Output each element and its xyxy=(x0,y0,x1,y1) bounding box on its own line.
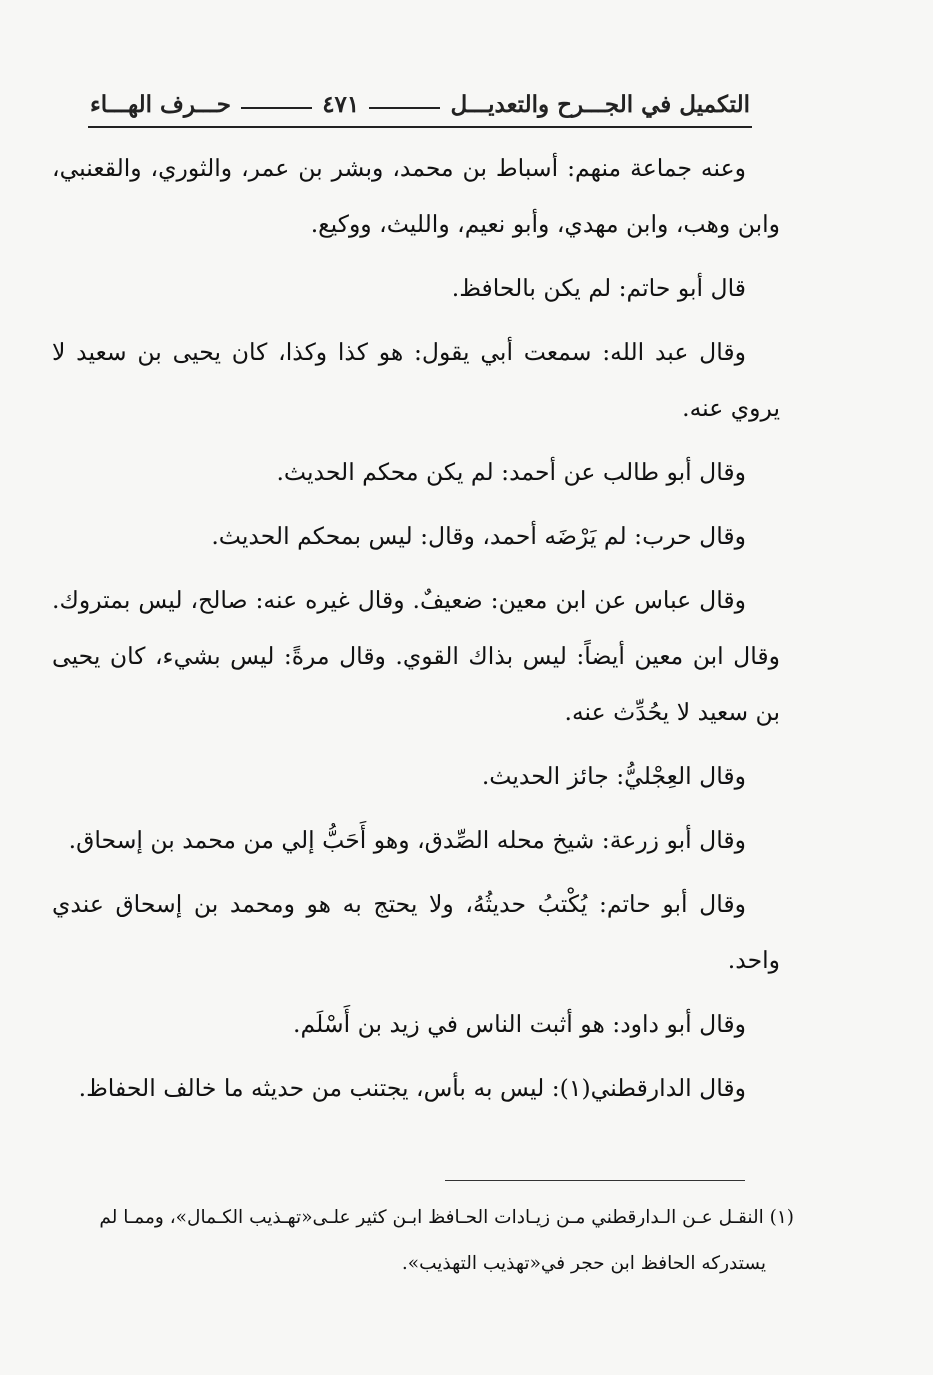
header-rule xyxy=(88,126,752,128)
paragraph: وقال أبو طالب عن أحمد: لم يكن محكم الحديث. xyxy=(276,458,746,486)
paragraph: قال أبو حاتم: لم يكن بالحافظ. xyxy=(451,274,746,302)
page-number: ٤٧١ xyxy=(322,90,360,118)
header-dash-left xyxy=(241,107,312,109)
footnote xyxy=(52,1195,794,1287)
footnote-line: يستدركه الحافظ ابن حجر في«تهذيب التهذيب». xyxy=(401,1253,766,1274)
page-header xyxy=(90,82,750,126)
paragraph: وقال أبو داود: هو أثبت الناس في زيد بن أَسْلَم. xyxy=(293,1010,746,1038)
paragraph: وقال الدارقطني(١): ليس به بأس، يجتنب من حديثه ما خالف الحفاظ. xyxy=(78,1074,746,1102)
chapter-title: حـــرف الهـــاء xyxy=(89,90,231,118)
paragraph: وقال أبو حاتم: يُكْتبُ حديثُهُ، ولا يحتج به هو ومحمد بن إسحاق عندي واحد. xyxy=(52,890,780,974)
book-title: التكميل في الجـــرح والتعديـــل xyxy=(450,90,750,118)
paragraph: وقال حرب: لم يَرْضَه أحمد، وقال: ليس بمحكم الحديث. xyxy=(211,522,746,550)
paragraph: وقال عبد الله: سمعت أبي يقول: هو كذا وكذا، كان يحيى بن سعيد لا يروي عنه. xyxy=(52,338,780,422)
main-text xyxy=(52,140,780,1116)
footnote-rule xyxy=(445,1180,745,1181)
header-dash-right xyxy=(369,107,440,109)
paragraph: وعنه جماعة منهم: أسباط بن محمد، وبشر بن عمر، والثوري، والقعنبي، وابن وهب، وابن مهدي، وأبو نعيم، والليث، ووكيع. xyxy=(52,154,780,238)
footnote-line: (١) النقـل عـن الـدارقطني مـن زيـادات الحـافظ ابـن كثير علـى«تهـذيب الكـمال»، وممـا لم xyxy=(99,1207,794,1228)
paragraph: وقال عباس عن ابن معين: ضعيفٌ. وقال غيره عنه: صالح، ليس بمتروك. وقال ابن معين أيضاً: ليس بذاك القوي. وقال مرةً: ليس بشيء، كان يحيى بن سعيد لا يحُدِّث عنه. xyxy=(52,586,780,726)
paragraph: وقال العِجْليُّ: جائز الحديث. xyxy=(481,762,746,790)
paragraph: وقال أبو زرعة: شيخ محله الصِّدق، وهو أَحَبُّ إلي من محمد بن إسحاق. xyxy=(68,826,746,854)
